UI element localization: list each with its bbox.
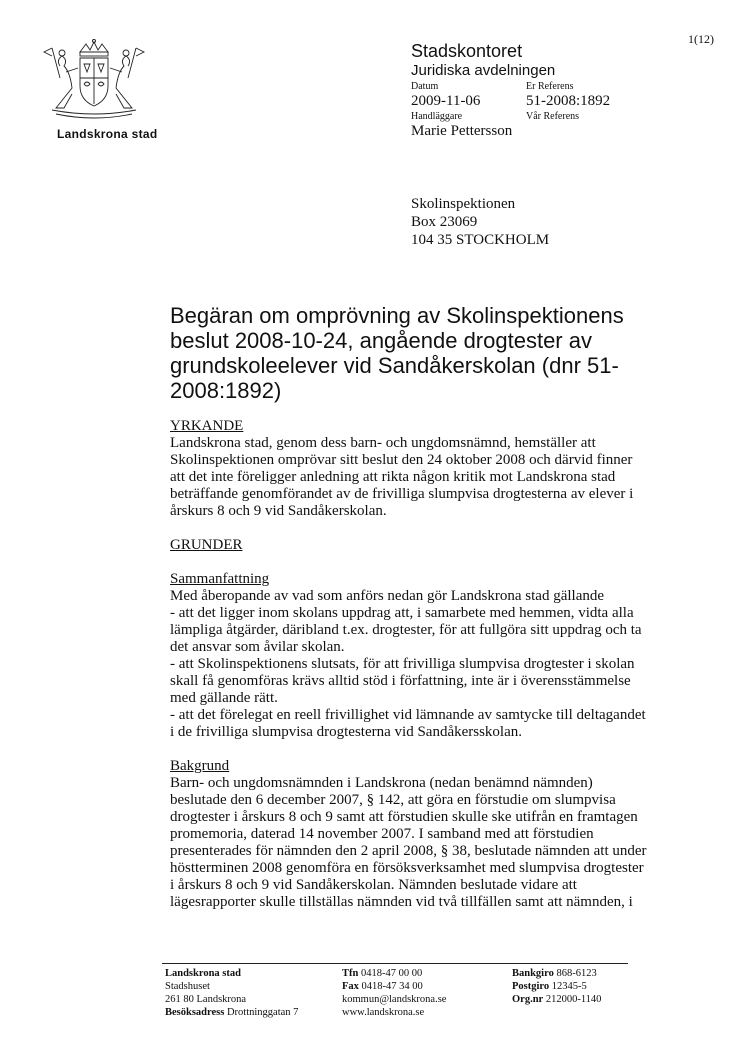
web-link[interactable]: www.landskrona.se (342, 1007, 425, 1018)
text-line: - att Skolinspektionens slutsats, för att frivilliga slumpvisa drogtester i skolan (170, 656, 635, 672)
title-line: 2008:1892) (170, 378, 282, 403)
text-line: i årskurs 8 och 9 vid Sandåkerskolan. Nämnden beslutade vidare att (170, 877, 577, 893)
yrkande-text (170, 435, 670, 520)
recipient-address (411, 195, 549, 249)
letter-footer (165, 967, 635, 1019)
footer-postal: 261 80 Landskrona (165, 994, 247, 1005)
orgnr-label: Org.nr (512, 994, 544, 1005)
bakgrund-heading: Bakgrund (170, 758, 230, 774)
tfn-label: Tfn (342, 968, 359, 979)
footer-contact (342, 967, 512, 1019)
recipient-city: 104 35 STOCKHOLM (411, 232, 550, 248)
text-line: presenterades för nämnden den 2 april 2008, § 38, beslutade nämnden att under (170, 843, 647, 859)
title-line: Begäran om omprövning av Skolinspektionens (170, 303, 624, 328)
text-line: årskurs 8 och 9 vid Sandåkerskolan. (170, 503, 387, 519)
title-line: beslut 2008-10-24, angående drogtester av (170, 328, 592, 353)
text-line: lämpliga åtgärder, däribland t.ex. drogtester, för att fullgöra sitt uppdrag och ta (170, 622, 642, 638)
bankgiro-label: Bankgiro (512, 968, 554, 979)
text-line: Barn- och ungdomsnämnden i Landskrona (nedan benämnd nämnden) (170, 775, 593, 791)
sammanfattning-heading: Sammanfattning (170, 571, 270, 587)
text-line: höstterminen 2008 genomföra en försöksverksamhet med slumpvisa drogtester (170, 860, 644, 876)
text-line: Landskrona stad, genom dess barn- och ungdomsnämnd, hemställer att (170, 435, 596, 451)
text-line: drogtester i årskurs 8 och 9 samt att förstudien skulle ske utifrån en framtagen (170, 809, 638, 825)
title-line: grundskoleelever vid Sandåkerskolan (dnr 51- (170, 353, 619, 378)
municipality-name: Landskrona stad (57, 127, 158, 141)
postgiro-label: Postgiro (512, 981, 550, 992)
letter-body (170, 418, 670, 911)
text-line: - att det ligger inom skolans uppdrag att, i samarbete med hemmen, vidta alla (170, 605, 634, 621)
letter-title (170, 303, 670, 403)
letter-header (411, 40, 661, 140)
text-line: promemoria, daterad 14 november 2007. I samband med att förstudien (170, 826, 594, 842)
text-line: - att det förelegat en reell frivillighet vid lämnande av samtycke till deltagandet (170, 707, 646, 723)
footer-building: Stadshuset (165, 981, 210, 992)
handlaggare-value: Marie Pettersson (411, 123, 513, 139)
fax-label: Fax (342, 981, 359, 992)
text-line: att det inte föreligger anledning att rikta någon kritik mot Landskrona stad (170, 469, 616, 485)
datum-value: 2009-11-06 (411, 93, 481, 109)
text-line: lägesrapporter skulle tillställas nämnden vid två tillfällen samt att nämnden, i (170, 894, 633, 910)
footer-payment (512, 967, 601, 1019)
tfn-value: 0418-47 00 00 (360, 968, 423, 979)
footer-divider (162, 963, 628, 964)
recipient-name: Skolinspektionen (411, 196, 516, 212)
text-line: skall få genomföras krävs alltid stöd i författning, inte är i överensstämmelse (170, 673, 631, 689)
email-link[interactable]: kommun@landskrona.se (342, 994, 447, 1005)
bankgiro-value: 868-6123 (556, 968, 597, 979)
coat-of-arms-icon (42, 38, 146, 122)
yrkande-heading: YRKANDE (170, 418, 244, 434)
orgnr-value: 212000-1140 (545, 994, 602, 1005)
er-ref-value: 51-2008:1892 (526, 93, 611, 109)
footer-visit-address: Drottninggatan 7 (226, 1007, 299, 1018)
footer-org-name: Landskrona stad (165, 968, 241, 979)
text-line: beslutade den 6 december 2007, § 142, att göra en förstudie om slumpvisa (170, 792, 616, 808)
postgiro-value: 12345-5 (551, 981, 587, 992)
footer-address (165, 967, 342, 1019)
text-line: beträffande genomförandet av de frivilliga slumpvisa drogtesterna av elever i (170, 486, 634, 502)
fax-value: 0418-47 34 00 (361, 981, 423, 992)
recipient-box: Box 23069 (411, 214, 478, 230)
text-line: med gällande rätt. (170, 690, 278, 706)
grunder-heading: GRUNDER (170, 537, 243, 553)
text-line: Skolinspektionen omprövar sitt beslut den 24 oktober 2008 och därvid finner (170, 452, 633, 468)
text-line: Med åberopande av vad som anförs nedan gör Landskrona stad gällande (170, 588, 605, 604)
handlaggare-label: Handläggare (411, 111, 463, 122)
var-ref-label: Vår Referens (526, 111, 580, 122)
text-line: det ansvar som åvilar skolan. (170, 639, 345, 655)
department-sub: Juridiska avdelningen (411, 62, 556, 79)
er-ref-label: Er Referens (526, 81, 574, 92)
text-line: i de frivilliga slumpvisa drogtesterna vid Sandåkersskolan. (170, 724, 523, 740)
page-number: 1(12) (688, 32, 714, 46)
sammanfattning-text (170, 588, 670, 741)
datum-label: Datum (411, 81, 439, 92)
department-name: Stadskontoret (411, 41, 523, 61)
footer-visit-label: Besöksadress (165, 1007, 225, 1018)
bakgrund-text (170, 775, 670, 911)
